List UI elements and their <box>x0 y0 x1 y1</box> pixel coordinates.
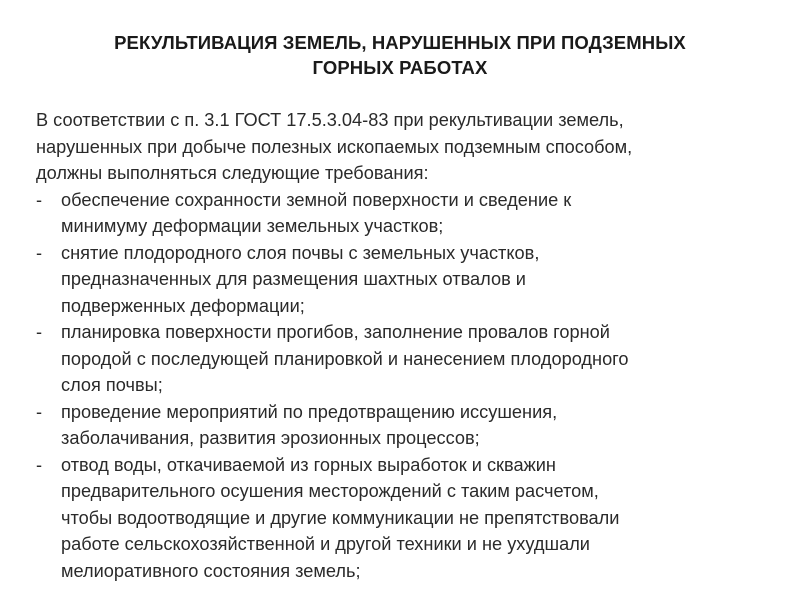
bullet-dash: - <box>36 242 43 263</box>
requirements-list <box>36 187 776 585</box>
bullet-dash: - <box>36 454 43 475</box>
list-item-line: предназначенных для размещения шахтных отвалов и <box>61 269 526 289</box>
bullet-dash: - <box>36 401 43 422</box>
list-item-line: мелиоративного состояния земель; <box>61 560 361 581</box>
list-item-line: проведение мероприятий по предотвращению иссушения, <box>61 401 558 422</box>
list-item-line: породой с последующей планировкой и нанесением плодородного <box>61 348 629 369</box>
list-item-line: работе сельскохозяйственной и другой техники и не ухудшали <box>61 534 590 554</box>
list-item-line: снятие плодородного слоя почвы с земельных участков, <box>61 242 540 263</box>
list-item-line: отвод воды, откачиваемой из горных выработок и скважин <box>61 454 556 475</box>
title-line: РЕКУЛЬТИВАЦИЯ ЗЕМЕЛЬ, НАРУШЕННЫХ ПРИ ПОДЗЕМНЫХ <box>114 32 686 53</box>
list-item-line: подверженных деформации; <box>61 295 305 316</box>
list-item-line: заболачивания, развития эрозионных процессов; <box>61 428 480 448</box>
list-item-line: минимуму деформации земельных участков; <box>61 216 444 236</box>
intro-line: должны выполняться следующие требования: <box>36 163 429 183</box>
page-title <box>40 30 760 80</box>
intro-paragraph <box>36 107 776 187</box>
list-item-line: чтобы водоотводящие и другие коммуникации не препятствовали <box>61 507 620 528</box>
list-item-line: планировка поверхности прогибов, заполнение провалов горной <box>61 322 610 342</box>
list-item-line: предварительного осушения месторождений с таким расчетом, <box>61 481 599 501</box>
list-item <box>36 399 776 452</box>
list-item-line: слоя почвы; <box>61 375 163 395</box>
intro-line: В соответствии с п. 3.1 ГОСТ 17.5.3.04-83 при рекультивации земель, <box>36 110 624 130</box>
bullet-dash: - <box>36 189 43 210</box>
list-item-line: обеспечение сохранности земной поверхности и сведение к <box>61 189 572 210</box>
list-item <box>36 319 776 399</box>
list-item <box>36 187 776 240</box>
list-item <box>36 452 776 585</box>
document-body <box>36 107 776 584</box>
list-item <box>36 240 776 320</box>
bullet-dash: - <box>36 322 43 342</box>
intro-line: нарушенных при добыче полезных ископаемых подземным способом, <box>36 136 633 157</box>
title-line: ГОРНЫХ РАБОТАХ <box>312 57 488 78</box>
